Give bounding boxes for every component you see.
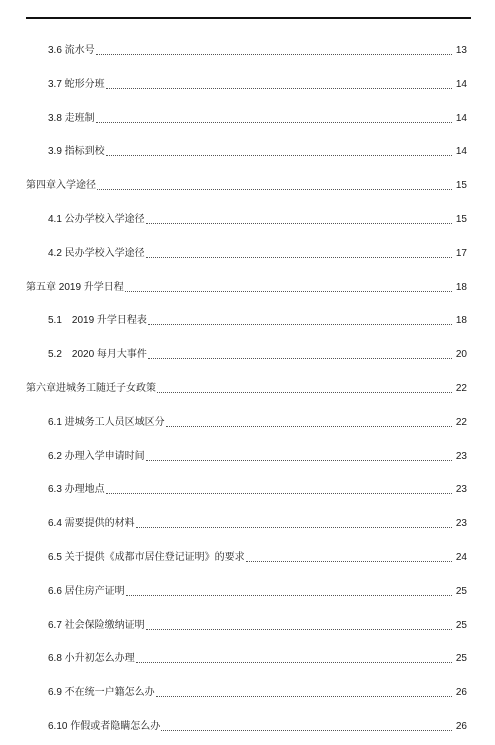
toc-section-entry[interactable] [0, 515, 495, 531]
toc-page-number: 20 [455, 349, 467, 361]
toc-page-number: 13 [455, 45, 467, 56]
toc-page-number: 18 [455, 315, 467, 327]
toc-page-number: 23 [455, 450, 467, 462]
toc-section-entry[interactable] [0, 346, 495, 362]
toc-entry-title: 4.2 民办学校入学途径 [48, 247, 145, 259]
dot-leader [156, 696, 452, 697]
toc-page-number: 22 [455, 416, 467, 428]
toc-entry-title: 6.6 居住房产证明 [48, 585, 125, 597]
toc-entry-title: 6.5 关于提供《成都市居住登记证明》的要求 [48, 552, 245, 563]
toc-page-number: 26 [455, 687, 467, 699]
toc-section-entry[interactable] [0, 583, 495, 599]
dot-leader [166, 426, 452, 427]
dot-leader [125, 291, 452, 292]
toc-section-entry[interactable] [0, 245, 495, 261]
dot-leader [146, 629, 452, 630]
toc-entry-title: 5.2 2020 每月大事件 [48, 349, 147, 361]
toc-entry-title: 5.1 2019 升学日程表 [48, 315, 147, 327]
toc-page-number: 26 [455, 721, 467, 732]
dot-leader [126, 595, 452, 596]
toc-section-entry[interactable] [0, 650, 495, 666]
toc-section-entry[interactable] [0, 414, 495, 430]
toc-entry-title: 第五章 2019 升学日程 [26, 281, 124, 293]
toc-page-number: 15 [455, 180, 467, 192]
dot-leader [106, 493, 452, 494]
dot-leader [136, 527, 452, 528]
toc-entry-title: 3.8 走班制 [48, 112, 95, 124]
toc-section-entry[interactable] [0, 76, 495, 92]
dot-leader [97, 189, 452, 190]
toc-entry-title: 第四章入学途径 [26, 180, 96, 192]
toc-section-entry[interactable] [0, 617, 495, 633]
dot-leader [106, 88, 452, 89]
toc-section-entry[interactable] [0, 211, 495, 227]
toc-page-number: 23 [455, 484, 467, 496]
dot-leader [146, 257, 452, 258]
toc-page-number: 15 [455, 214, 467, 225]
toc-section-entry[interactable] [0, 42, 495, 58]
toc-chapter-entry[interactable] [0, 177, 495, 193]
dot-leader [157, 392, 452, 393]
toc-entry-title: 6.10 作假或者隐瞒怎么办 [48, 721, 161, 732]
toc-entry-title: 6.3 办理地点 [48, 484, 105, 496]
toc-page-number: 14 [455, 146, 467, 158]
toc-section-entry[interactable] [0, 110, 495, 126]
dot-leader [146, 460, 452, 461]
toc-section-entry[interactable] [0, 481, 495, 497]
toc-page-number: 14 [455, 112, 467, 124]
toc-page-number: 17 [455, 247, 467, 259]
toc-chapter-entry[interactable] [0, 279, 495, 295]
toc-section-entry[interactable] [0, 143, 495, 159]
dot-leader [161, 730, 452, 731]
toc-section-entry[interactable] [0, 448, 495, 464]
dot-leader [246, 561, 452, 562]
toc-entry-title: 6.1 进城务工人员区域区分 [48, 416, 165, 428]
toc-page-number: 22 [455, 383, 467, 394]
toc-entry-title: 6.8 小升初怎么办理 [48, 653, 135, 665]
dot-leader [96, 54, 452, 55]
toc-section-entry[interactable] [0, 312, 495, 328]
toc-entry-title: 4.1 公办学校入学途径 [48, 214, 145, 225]
dot-leader [148, 358, 452, 359]
toc-section-entry[interactable] [0, 684, 495, 700]
toc-entry-title: 3.6 流水号 [48, 45, 95, 56]
toc-entry-title: 6.2 办理入学申请时间 [48, 450, 145, 462]
toc-chapter-entry[interactable] [0, 380, 495, 396]
toc-page-number: 14 [455, 78, 467, 90]
dot-leader [106, 155, 452, 156]
dot-leader [136, 662, 452, 663]
toc-entry-title: 3.9 指标到校 [48, 146, 105, 158]
toc-entry-title: 6.7 社会保险缴纳证明 [48, 619, 145, 631]
toc-section-entry[interactable] [0, 718, 495, 734]
toc-page-number: 24 [455, 552, 467, 563]
toc-page-number: 23 [455, 518, 467, 530]
toc-entry-title: 第六章进城务工随迁子女政策 [26, 383, 156, 394]
toc-page-number: 25 [455, 619, 467, 631]
dot-leader [148, 324, 452, 325]
toc-page-number: 25 [455, 585, 467, 597]
toc-entry-title: 3.7 蛇形分班 [48, 78, 105, 90]
toc-page-number: 25 [455, 653, 467, 665]
toc-entry-title: 6.4 需要提供的材料 [48, 518, 135, 530]
dot-leader [146, 223, 452, 224]
dot-leader [96, 122, 452, 123]
toc-section-entry[interactable] [0, 549, 495, 565]
toc-page-number: 18 [455, 281, 467, 293]
toc-entry-title: 6.9 不在统一户籍怎么办 [48, 687, 155, 699]
